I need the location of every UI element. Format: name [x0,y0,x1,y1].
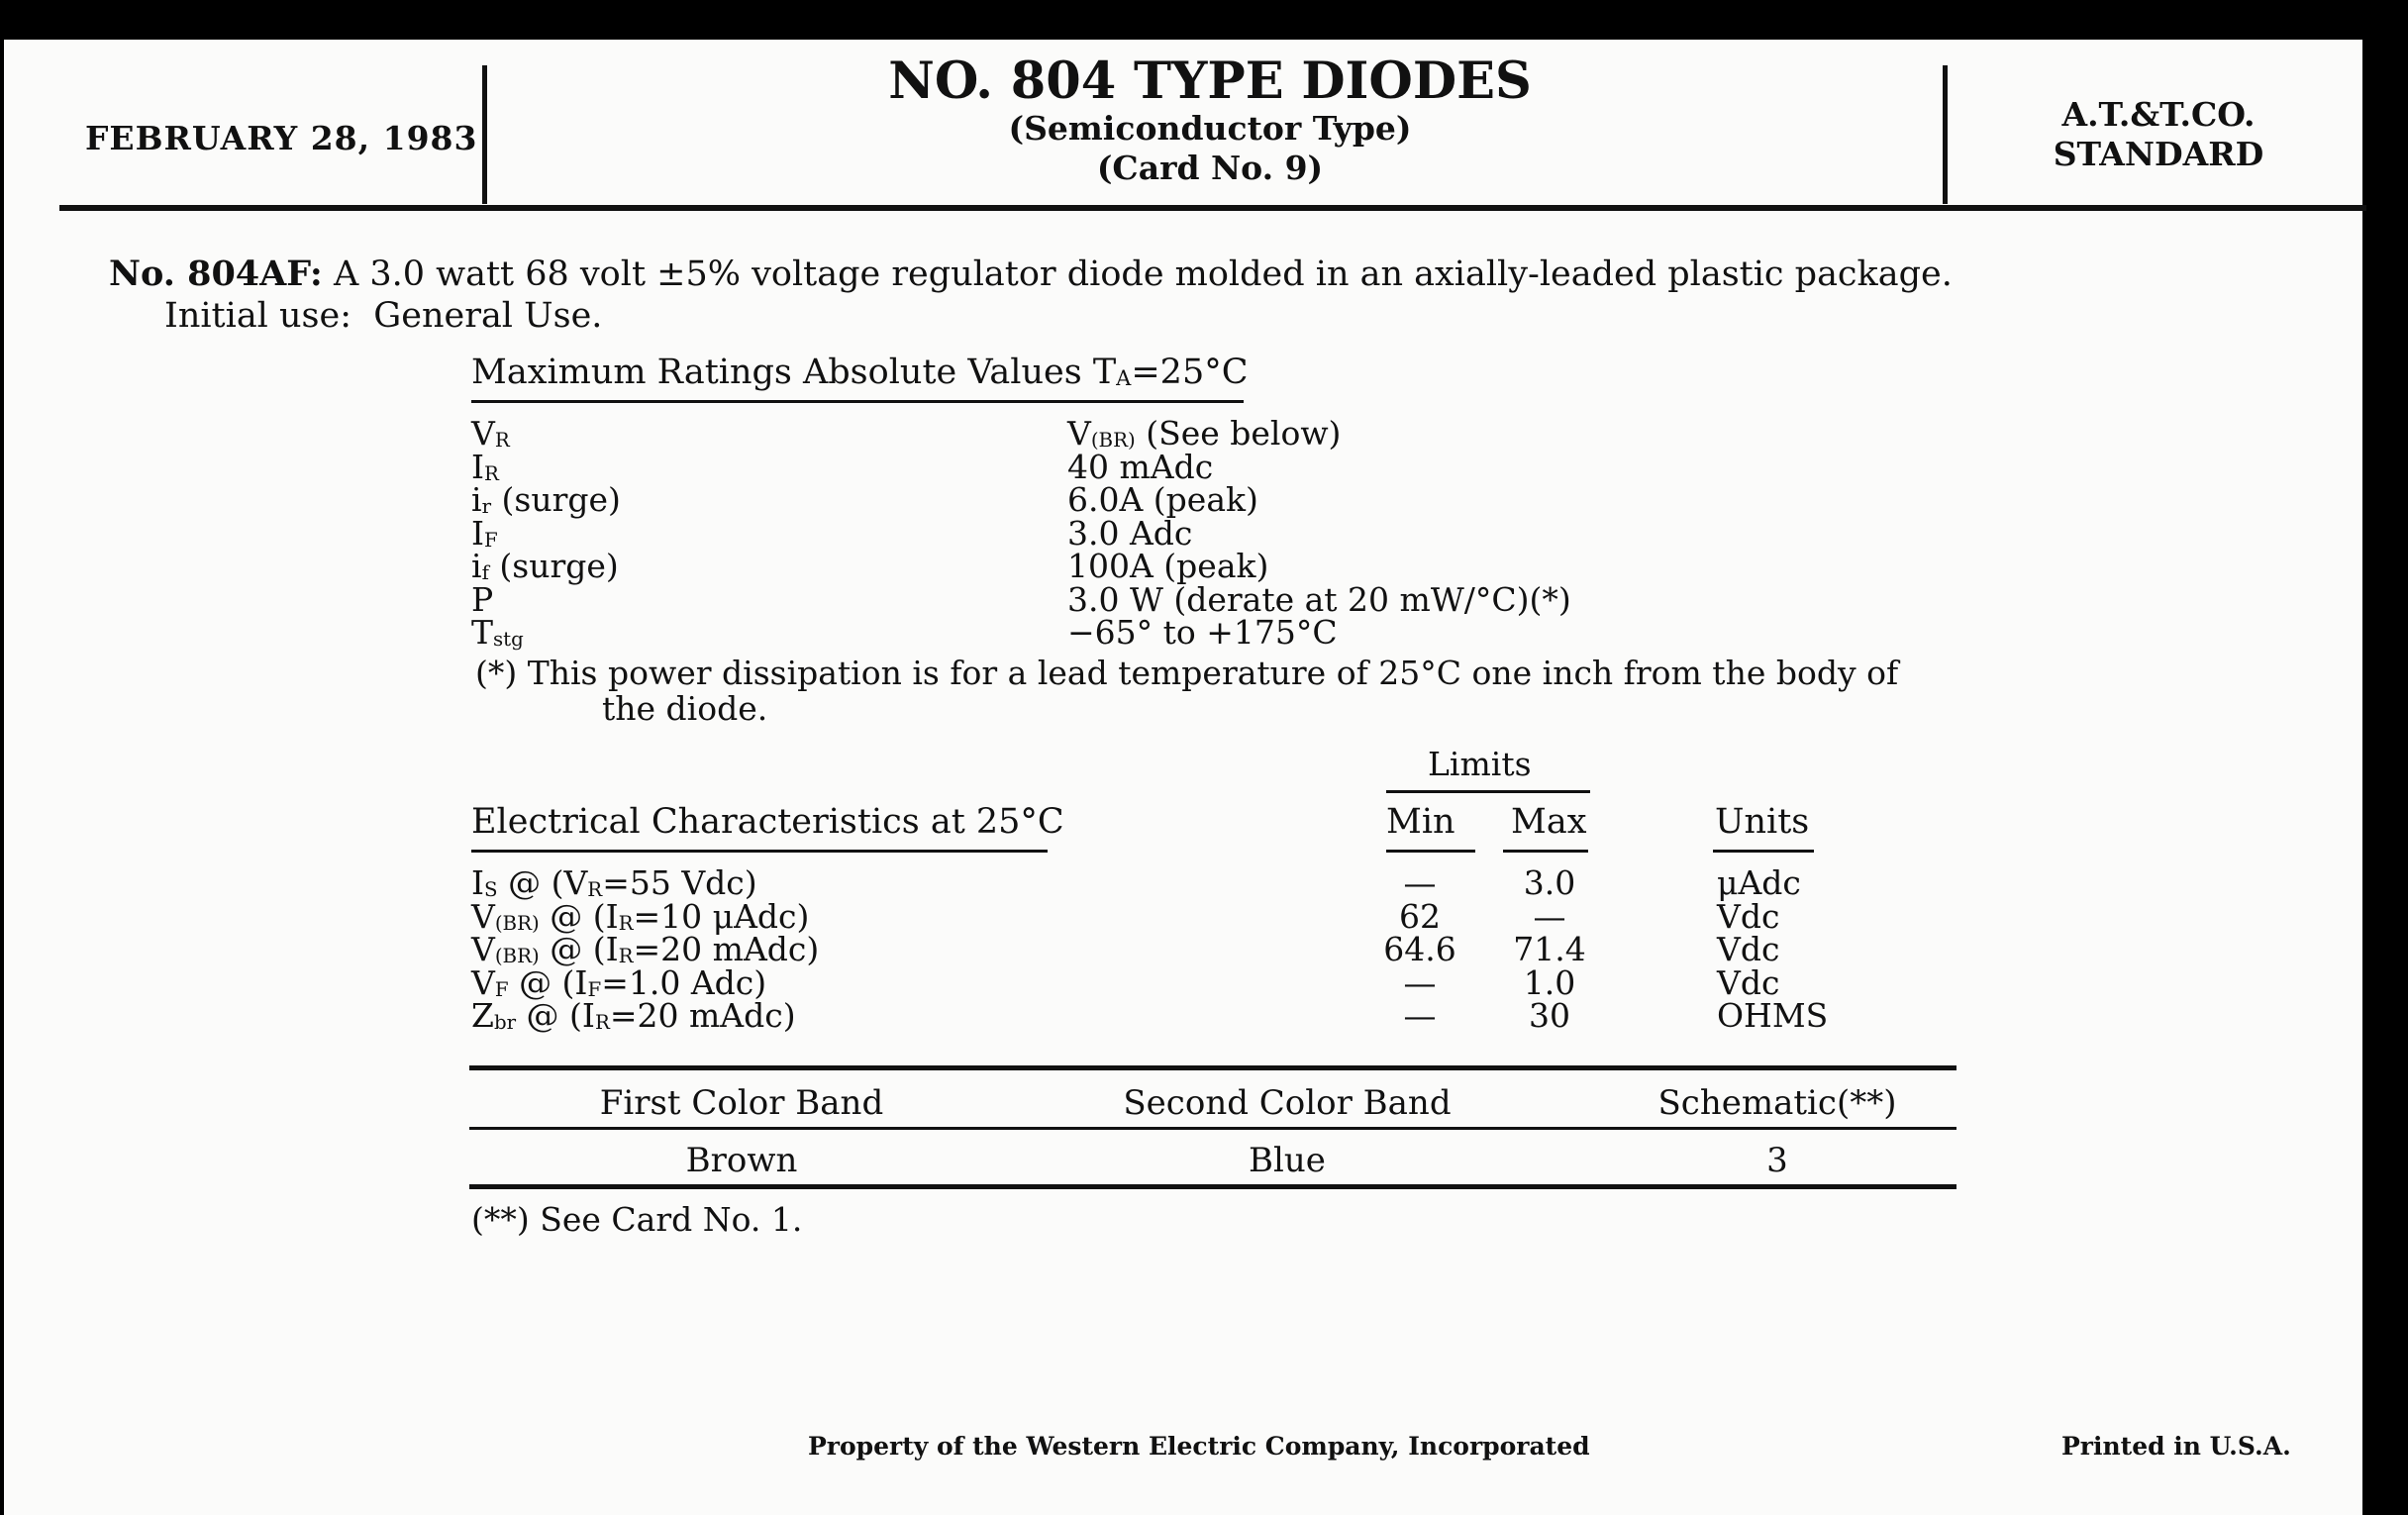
electrical-param: $V_{(BR)}$ @ ($I_R=10$ μAdc) [471,897,810,936]
page-subtitle: (Semiconductor Type) [1008,109,1412,148]
initial-use-value: General Use. [373,296,603,336]
rating-param: $V_R$ [471,414,510,453]
rating-value: 100A (peak) [1067,547,1269,585]
standard-label: STANDARD [2053,135,2264,173]
electrical-unit: Vdc [1717,930,1780,968]
diode-code: No. 804AF: [109,253,323,294]
rating-value: −65° to +175°C [1067,613,1338,652]
electrical-max: 30 [1529,996,1570,1035]
electrical-max: 1.0 [1523,963,1576,1002]
electrical-unit: Vdc [1717,963,1780,1002]
standard-org: A.T.&T.CO. [2061,95,2256,134]
electrical-min: — [1403,863,1437,902]
electrical-unit: Vdc [1717,897,1780,936]
description-text: A 3.0 watt 68 volt ±5% voltage regulator diode molded in an axially-leaded plastic package. [333,254,1953,294]
electrical-param: $Z_{br}$ @ ($I_R=20$ mAdc) [471,996,796,1035]
rating-value: 40 mAdc [1067,448,1214,486]
electrical-param: $V_F$ @ ($I_F=1.0$ Adc) [471,963,767,1002]
header-divider-right [1943,65,1948,204]
rating-param: $I_F$ [471,514,498,553]
scan-border-top [0,0,2408,40]
colorband-top-rule [469,1065,1956,1070]
rating-value: $V_{(BR)}$ (See below) [1067,414,1342,453]
electrical-param: $V_{(BR)}$ @ ($I_R=20$ mAdc) [471,930,820,968]
units-header: Units [1715,802,1810,842]
rating-param: $T_{stg}$ [471,613,524,652]
electrical-max: — [1533,897,1566,936]
limits-underline [1386,790,1590,793]
footer-printed: Printed in U.S.A. [2061,1432,2291,1461]
rating-param: $i_r$ (surge) [471,480,621,519]
ratings-footnote-cont: the diode. [602,689,768,728]
footer-property: Property of the Western Electric Company, Incorporated [808,1432,1590,1461]
electrical-min: — [1403,963,1437,1002]
card-date: FEBRUARY 28, 1983 [85,119,478,157]
electrical-min: 64.6 [1383,930,1456,968]
colorband-mid-rule [469,1127,1956,1130]
electrical-param: $I_S$ @ ($V_R=55$ Vdc) [471,863,757,902]
diode-description [109,253,1953,294]
scan-border-right [2362,0,2408,1515]
electrical-min: — [1403,996,1437,1035]
colorband-second-value: Blue [1249,1141,1326,1180]
rating-param: $i_f$ (surge) [471,547,619,585]
rating-param: P [471,580,494,619]
ratings-title-underline [471,400,1244,403]
page-title: NO. 804 TYPE DIODES [888,51,1532,111]
card-number: (Card No. 9) [1096,149,1324,187]
max-header: Max [1511,802,1587,842]
electrical-title-underline [471,850,1048,853]
header-rule [59,205,2366,211]
colorband-header-schematic: Schematic(**) [1657,1083,1897,1123]
colorband-bottom-rule [469,1184,1956,1189]
limits-label: Limits [1428,745,1532,783]
electrical-unit: μAdc [1717,863,1801,902]
min-header: Min [1386,802,1455,842]
rating-param: $I_R$ [471,448,499,486]
colorband-header-first: First Color Band [599,1083,884,1123]
initial-use [164,296,602,336]
electrical-max: 3.0 [1523,863,1576,902]
electrical-max: 71.4 [1513,930,1586,968]
ratings-footnote: (*) This power dissipation is for a lead temperature of 25°C one inch from the body of [475,654,1899,692]
initial-use-label: Initial use: [164,296,352,336]
colorband-schematic-value: 3 [1766,1141,1788,1180]
electrical-title: Electrical Characteristics at 25°C [471,802,1064,842]
colorband-first-value: Brown [685,1141,798,1180]
max-underline [1503,850,1588,853]
rating-value: 3.0 W (derate at 20 mW/°C)(*) [1067,580,1571,619]
electrical-unit: OHMS [1717,996,1829,1035]
rating-value: 6.0A (peak) [1067,480,1258,519]
units-underline [1713,850,1814,853]
ratings-title: Maximum Ratings Absolute Values $T_A=25^\circ C$ [471,353,1249,392]
colorband-header-second: Second Color Band [1123,1083,1452,1123]
colorband-footnote: (**) See Card No. 1. [471,1200,803,1239]
electrical-min: 62 [1399,897,1441,936]
min-underline [1386,850,1475,853]
rating-value: 3.0 Adc [1067,514,1193,553]
